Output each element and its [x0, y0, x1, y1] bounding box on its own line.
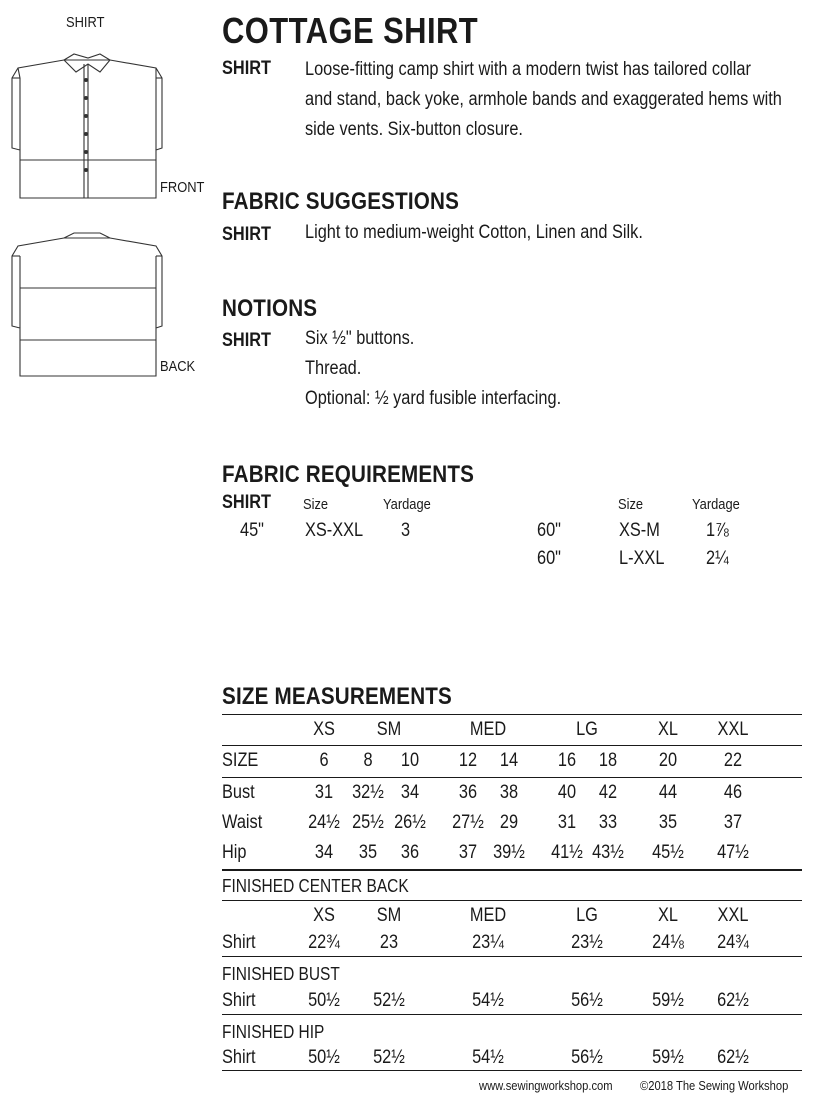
- measurement-value: 6: [319, 750, 329, 771]
- measurement-value: 14: [499, 750, 519, 771]
- fcb-size-header: XXL: [717, 905, 749, 926]
- measurement-value: 41½: [551, 842, 583, 863]
- left-yardage-header: Yardage: [383, 496, 431, 513]
- finished-bust-value: 59½: [652, 990, 684, 1011]
- finished-bust-value: 56½: [571, 990, 603, 1011]
- table-rule: [222, 1014, 802, 1015]
- measurement-value: 22: [723, 750, 743, 771]
- measurement-value: 37: [723, 812, 743, 833]
- finished-hip-value: 50½: [308, 1047, 340, 1068]
- notions-item: Six ½" buttons.: [305, 328, 415, 349]
- fcb-value: 23½: [571, 932, 603, 953]
- right-yardage: 2¼: [706, 548, 729, 569]
- fcb-value: 24⅛: [652, 932, 684, 953]
- finished-hip-value: 54½: [472, 1047, 504, 1068]
- measurement-value: 40: [557, 782, 577, 803]
- fcb-value: 22¾: [308, 932, 340, 953]
- fcb-value: 23¼: [472, 932, 504, 953]
- table-rule: [222, 869, 802, 871]
- measurement-value: 18: [598, 750, 618, 771]
- finished-center-back-heading: FINISHED CENTER BACK: [222, 876, 409, 896]
- measurement-value: 29: [499, 812, 519, 833]
- fcb-size-header: LG: [576, 905, 598, 926]
- fabric-suggestions-text: Light to medium-weight Cotton, Linen and Silk.: [305, 222, 643, 243]
- table-rule: [222, 1070, 802, 1071]
- measurement-value: 33: [598, 812, 618, 833]
- measurement-value: 12: [458, 750, 478, 771]
- left-yardage: 3: [401, 520, 411, 541]
- measurement-row-label: Bust: [222, 782, 255, 803]
- measurement-row-label: Waist: [222, 812, 263, 833]
- finished-bust-value: 50½: [308, 990, 340, 1011]
- measurement-value: 16: [557, 750, 577, 771]
- size-group-header: SM: [376, 719, 402, 740]
- description-line: and stand, back yoke, armhole bands and exaggerated hems with: [305, 89, 782, 110]
- measurement-value: 32½: [352, 782, 384, 803]
- finished-bust-value: 62½: [717, 990, 749, 1011]
- measurement-value: 25½: [352, 812, 384, 833]
- illustration-top-label: SHIRT: [66, 14, 105, 31]
- left-size-header: Size: [303, 496, 329, 513]
- size-group-header: MED: [469, 719, 507, 740]
- footer-copyright: ©2018 The Sewing Workshop: [640, 1078, 789, 1093]
- notions-heading: NOTIONS: [222, 295, 318, 322]
- measurement-value: 42: [598, 782, 618, 803]
- measurement-value: 35: [658, 812, 678, 833]
- finished-bust-value: 52½: [373, 990, 405, 1011]
- right-width: 60": [537, 520, 561, 541]
- measurement-value: 36: [400, 842, 420, 863]
- measurement-value: 20: [658, 750, 678, 771]
- fabric-requirements-heading: FABRIC REQUIREMENTS: [222, 461, 475, 488]
- front-label: FRONT: [160, 179, 205, 196]
- fcb-size-header: MED: [469, 905, 507, 926]
- right-yardage: 1⅞: [706, 520, 729, 541]
- fcb-row-label: Shirt: [222, 932, 256, 953]
- measurement-value: 37: [458, 842, 478, 863]
- fabric-suggestions-label: SHIRT: [222, 224, 272, 245]
- measurement-row-label: Hip: [222, 842, 247, 863]
- fcb-value: 23: [379, 932, 399, 953]
- table-rule: [222, 714, 802, 715]
- measurement-value: 38: [499, 782, 519, 803]
- fabric-requirements-label: SHIRT: [222, 492, 272, 513]
- fabric-suggestions-heading: FABRIC SUGGESTIONS: [222, 188, 460, 215]
- description-text: [305, 55, 782, 145]
- description-line: Loose-fitting camp shirt with a modern twist has tailored collar: [305, 59, 751, 80]
- notions-item: Thread.: [305, 358, 362, 379]
- left-size: XS-XXL: [305, 520, 364, 541]
- measurement-value: 27½: [452, 812, 484, 833]
- table-rule: [222, 900, 802, 901]
- measurement-value: 10: [400, 750, 420, 771]
- measurement-value: 31: [557, 812, 577, 833]
- finished-hip-value: 62½: [717, 1047, 749, 1068]
- size-group-header: XS: [313, 719, 335, 740]
- left-width: 45": [240, 520, 264, 541]
- finished-hip-value: 52½: [373, 1047, 405, 1068]
- measurement-value: 36: [458, 782, 478, 803]
- table-rule: [222, 777, 802, 778]
- finished-hip-heading: FINISHED HIP: [222, 1022, 325, 1042]
- finished-hip-value: 56½: [571, 1047, 603, 1068]
- fcb-size-header: XS: [313, 905, 335, 926]
- size-group-header: XXL: [717, 719, 749, 740]
- notions-item: Optional: ½ yard fusible interfacing.: [305, 388, 562, 409]
- shirt-front-illustration: [4, 48, 164, 200]
- footer-website[interactable]: www.sewingworkshop.com: [479, 1078, 613, 1093]
- measurement-value: 43½: [592, 842, 624, 863]
- measurement-value: 31: [314, 782, 334, 803]
- measurement-value: 26½: [394, 812, 426, 833]
- measurement-value: 39½: [493, 842, 525, 863]
- measurement-row-label: SIZE: [222, 750, 259, 771]
- table-rule: [222, 956, 802, 957]
- right-size-header: Size: [618, 496, 644, 513]
- right-size: L-XXL: [619, 548, 665, 569]
- measurement-value: 46: [723, 782, 743, 803]
- measurement-value: 24½: [308, 812, 340, 833]
- measurement-value: 8: [363, 750, 373, 771]
- size-group-header: XL: [658, 719, 678, 740]
- measurement-value: 47½: [717, 842, 749, 863]
- finished-bust-row-label: Shirt: [222, 990, 256, 1011]
- finished-bust-value: 54½: [472, 990, 504, 1011]
- finished-hip-value: 59½: [652, 1047, 684, 1068]
- measurement-value: 35: [358, 842, 378, 863]
- size-measurements-heading: SIZE MEASUREMENTS: [222, 683, 452, 710]
- page-title: COTTAGE SHIRT: [222, 10, 479, 51]
- size-group-header: LG: [576, 719, 598, 740]
- finished-hip-row-label: Shirt: [222, 1047, 256, 1068]
- back-label: BACK: [160, 358, 196, 375]
- description-line: side vents. Six-button closure.: [305, 119, 523, 140]
- description-label: SHIRT: [222, 58, 272, 79]
- measurement-value: 34: [400, 782, 420, 803]
- table-rule: [222, 745, 802, 746]
- fcb-size-header: SM: [376, 905, 402, 926]
- measurement-value: 45½: [652, 842, 684, 863]
- right-yardage-header: Yardage: [692, 496, 740, 513]
- right-width: 60": [537, 548, 561, 569]
- finished-bust-heading: FINISHED BUST: [222, 964, 340, 984]
- right-size: XS-M: [619, 520, 660, 541]
- fcb-size-header: XL: [658, 905, 678, 926]
- measurement-value: 44: [658, 782, 678, 803]
- shirt-back-illustration: [4, 228, 164, 380]
- notions-label: SHIRT: [222, 330, 272, 351]
- fcb-value: 24¾: [717, 932, 749, 953]
- measurement-value: 34: [314, 842, 334, 863]
- notions-list: [305, 324, 561, 414]
